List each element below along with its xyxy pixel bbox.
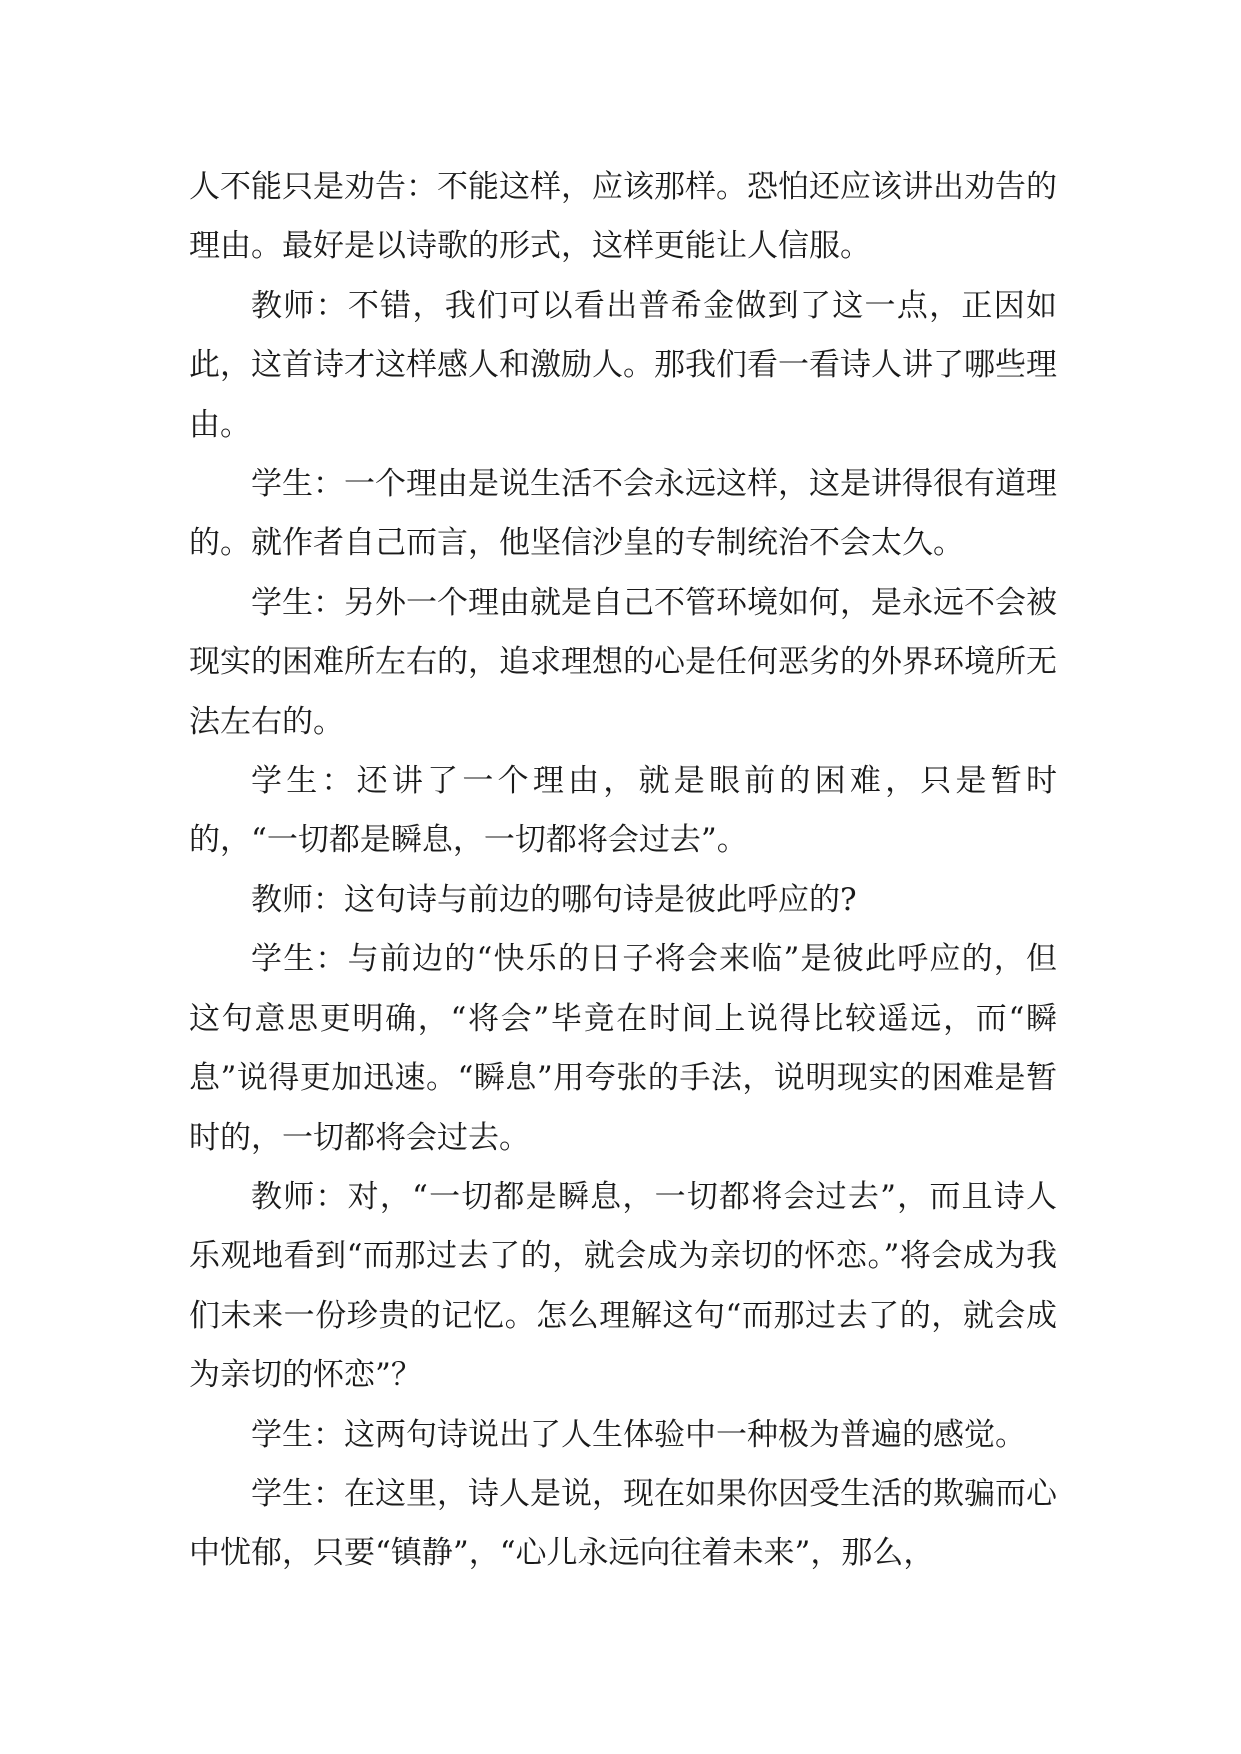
document-body <box>189 158 1057 1584</box>
paragraph-student-reason-two: 学生：另外一个理由就是自己不管环境如何，是永远不会被现实的困难所左右的，追求理想的心是任何恶劣的外界环境所无法左右的。 <box>189 584 1057 740</box>
paragraph-student-reason-one: 学生：一个理由是说生活不会永远这样，这是讲得很有道理的。就作者自己而言，他坚信沙皇的专制统治不会太久。 <box>189 466 1057 562</box>
paragraph-teacher-question: 教师：这句诗与前边的哪句诗是彼此呼应的? <box>251 881 857 918</box>
paragraph-student-experience: 学生：这两句诗说出了人生体验中一种极为普遍的感觉。 <box>251 1416 1026 1453</box>
paragraph-student-explanation: 学生：在这里，诗人是说，现在如果你因受生活的欺骗而心中忧郁，只要“镇静”，“心儿永远向往着未来”，那么， <box>189 1475 1057 1572</box>
paragraph-continuation: 人不能只是劝告：不能这样，应该那样。恐怕还应该讲出劝告的理由。最好是以诗歌的形式，这样更能让人信服。 <box>189 169 1057 265</box>
paragraph-student-reason-three: 学生：还讲了一个理由，就是眼前的困难，只是暂时的，“一切都是瞬息，一切都将会过去”。 <box>189 763 1057 859</box>
paragraph-teacher-reasons: 教师：不错，我们可以看出普希金做到了这一点，正因如此，这首诗才这样感人和激励人。那我们看一看诗人讲了哪些理由。 <box>189 287 1057 443</box>
paragraph-student-echo: 学生：与前边的“快乐的日子将会来临”是彼此呼应的，但这句意思更明确，“将会”毕竟在时间上说得比较遥远，而“瞬息”说得更加迅速。“瞬息”用夸张的手法，说明现实的困难是暂时的，一切都将会过去。 <box>189 941 1057 1156</box>
paragraph-teacher-nostalgia: 教师：对，“一切都是瞬息，一切都将会过去”，而且诗人乐观地看到“而那过去了的，就会成为亲切的怀恋。”将会成为我们未来一份珍贵的记忆。怎么理解这句“而那过去了的，就会成为亲切的怀恋”？ <box>189 1178 1057 1394</box>
